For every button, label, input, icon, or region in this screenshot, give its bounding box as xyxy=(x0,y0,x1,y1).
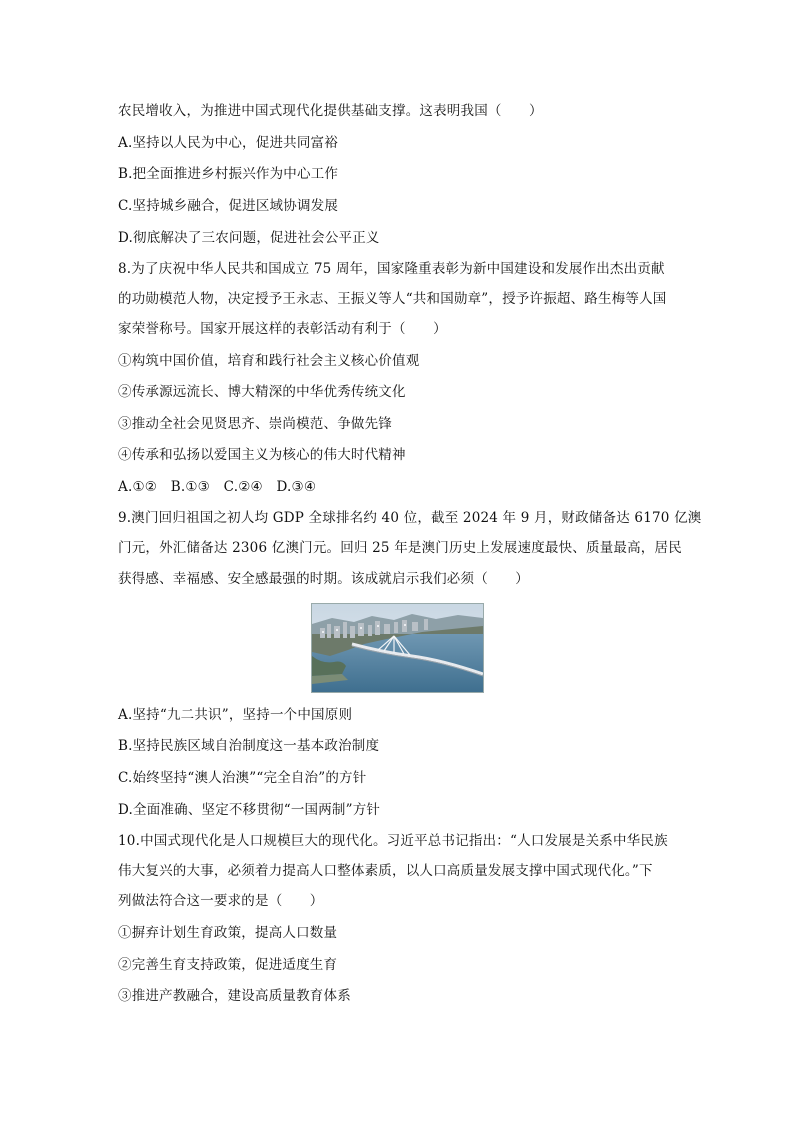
question-7-option-b: B.把全面推进乡村振兴作为中心工作 xyxy=(118,166,339,182)
macau-bridge-photo xyxy=(311,603,484,693)
question-7-option-a: A.坚持以人民为中心，促进共同富裕 xyxy=(118,135,338,151)
question-9-option-c: C.始终坚持“澳人治澳”“完全自治”的方针 xyxy=(118,770,367,786)
question-7-option-d: D.彻底解决了三农问题，促进社会公平正义 xyxy=(118,230,380,246)
question-8-stem-line-2: 的功勋模范人物，决定授予王永志、王振义等人“共和国勋章”，授予许振超、路生梅等人国 xyxy=(118,291,667,307)
question-10-statement-1: ①摒弃计划生育政策，提高人口数量 xyxy=(118,925,338,941)
question-8-statement-2: ②传承源远流长、博大精深的中华优秀传统文化 xyxy=(118,384,406,400)
question-7-stem-tail: 农民增收入，为推进中国式现代化提供基础支撑。这表明我国（ ） xyxy=(118,103,543,119)
question-8-stem-line-3: 家荣誉称号。国家开展这样的表彰活动有利于（ ） xyxy=(118,321,447,337)
question-9-stem-line-3: 获得感、幸福感、安全感最强的时期。该成就启示我们必须（ ） xyxy=(118,571,529,587)
question-10-stem-line-1: 10.中国式现代化是人口规模巨大的现代化。习近平总书记指出：“人口发展是关系中华民族 xyxy=(118,833,668,849)
question-9-option-a: A.坚持“九二共识”，坚持一个中国原则 xyxy=(118,707,353,723)
question-9-option-b: B.坚持民族区域自治制度这一基本政治制度 xyxy=(118,738,380,754)
question-10-stem-line-2: 伟大复兴的大事，必须着力提高人口整体素质，以人口高质量发展支撑中国式现代化。”下 xyxy=(118,863,653,879)
question-9-stem-line-2: 门元，外汇储备达 2306 亿澳门元。回归 25 年是澳门历史上发展速度最快、质量最高，居民 xyxy=(118,540,682,556)
question-7-option-c: C.坚持城乡融合，促进区域协调发展 xyxy=(118,198,339,214)
question-9-option-d: D.全面准确、坚定不移贯彻“一国两制”方针 xyxy=(118,802,381,818)
question-8-stem-line-1: 8.为了庆祝中华人民共和国成立 75 周年，国家隆重表彰为新中国建设和发展作出杰出贡献 xyxy=(118,261,665,277)
question-9-stem-line-1: 9.澳门回归祖国之初人均 GDP 全球排名约 40 位，截至 2024 年 9 月，财政储备达 6170 亿澳 xyxy=(118,510,702,526)
question-8-statement-4: ④传承和弘扬以爱国主义为核心的伟大时代精神 xyxy=(118,447,406,463)
question-10-statement-3: ③推进产教融合，建设高质量教育体系 xyxy=(118,988,351,1004)
question-8-answer-choices: A.①② B.①③ C.②④ D.③④ xyxy=(118,479,317,495)
question-10-stem-line-3: 列做法符合这一要求的是（ ） xyxy=(118,893,324,909)
question-8-statement-1: ①构筑中国价值，培育和践行社会主义核心价值观 xyxy=(118,353,420,369)
question-10-statement-2: ②完善生育支持政策，促进适度生育 xyxy=(118,957,338,973)
question-8-statement-3: ③推动全社会见贤思齐、崇尚模范、争做先锋 xyxy=(118,416,392,432)
